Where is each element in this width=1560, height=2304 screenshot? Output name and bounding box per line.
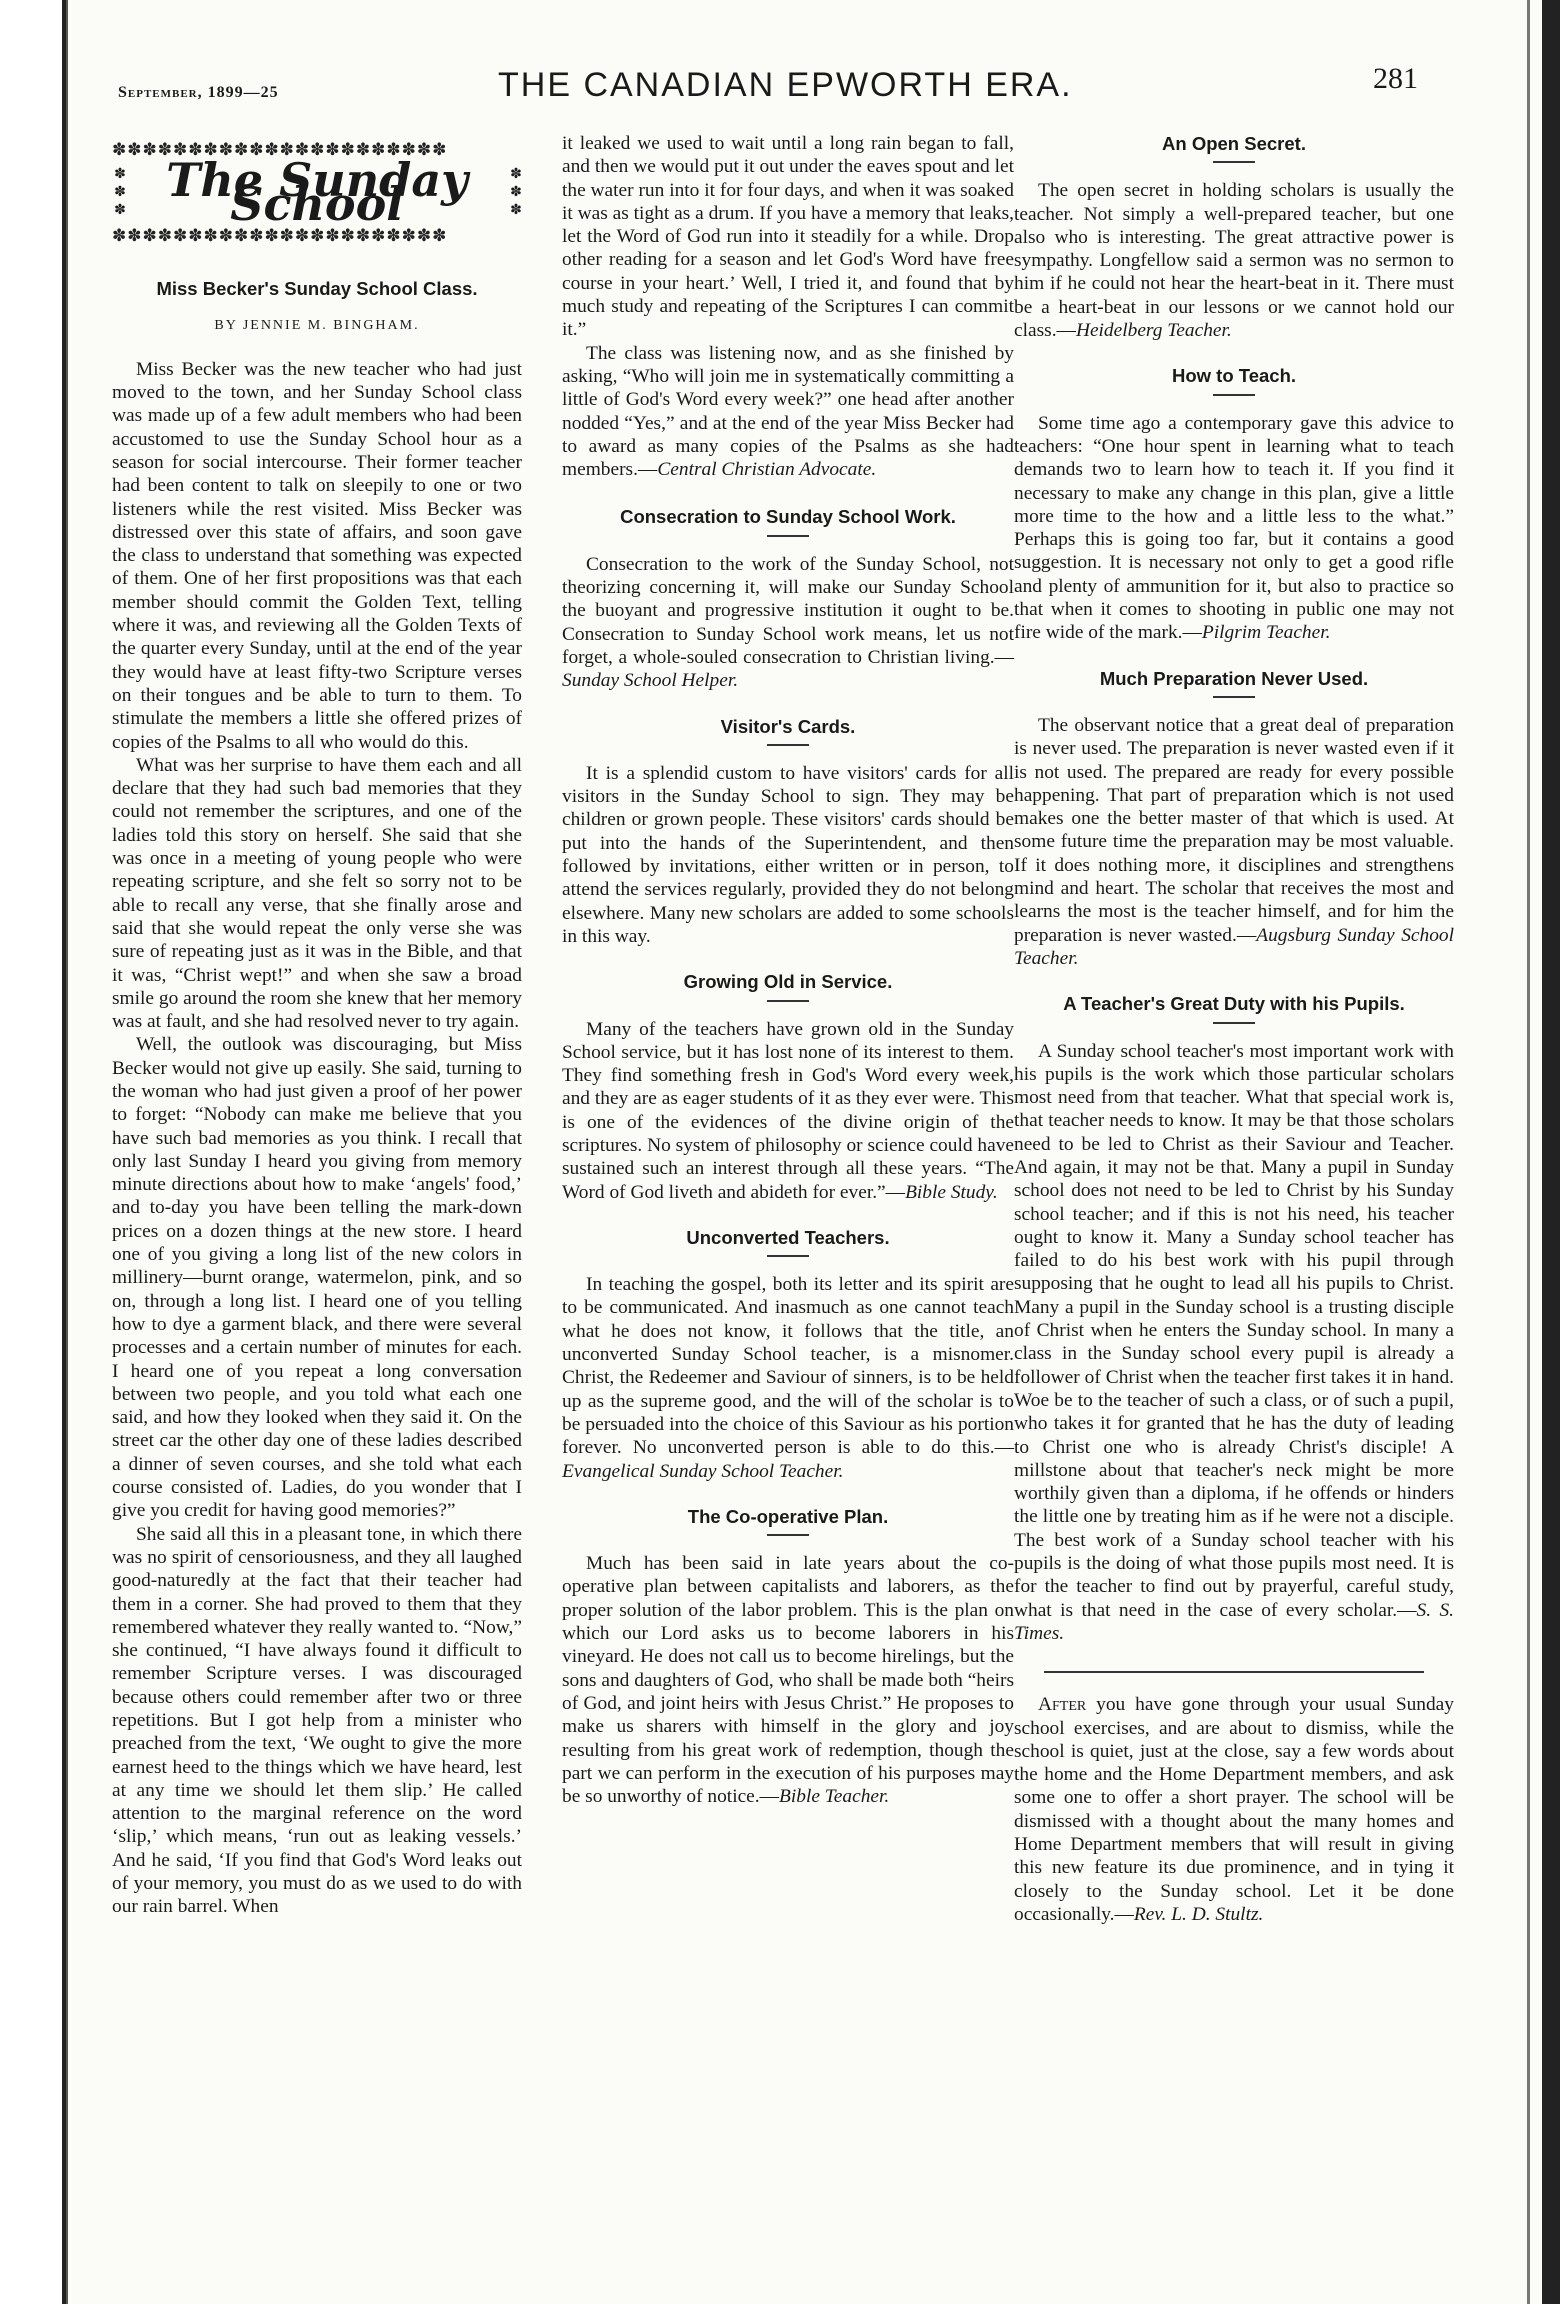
star-border-left: ✽✽✽ bbox=[112, 165, 127, 220]
paragraph bbox=[1014, 1693, 1454, 1926]
lead-in: After bbox=[1038, 1694, 1087, 1716]
article-heading: Visitor's Cards. bbox=[720, 715, 856, 737]
star-border-top: ✽✽✽✽✽✽✽✽✽✽✽✽✽✽✽✽✽✽✽✽✽✽ bbox=[112, 140, 448, 159]
article-heading: Growing Old in Service. bbox=[683, 971, 893, 993]
paragraph: it leaked we used to wait until a long rain began to fall, and then we would put it out under the eaves spout and let the water run into it for four days, and when it was soaked it was as tight as a drum. If you have a memory that leaks, let the Word of God run into it steadily for a while. Drop other reading for a season and let God's Word have free course in your heart.’ Well, I tried it, and found that by much study and repeating of the Scriptures I can commit it.” bbox=[562, 133, 1014, 341]
paragraph: She said all this in a pleasant tone, in which there was no spirit of censoriousness, and they all laughed good-naturedly at the fact that their teacher had them in a corner. She had proved to them that they remembered whatever they really wanted to. “Now,” she continued, “I have always found it difficult to remember Scripture verses. I was discouraged because others could remember after two or three repetitions. But I got help from a minister who preached from the text, ‘We ought to give the more earnest heed to the things which we have heard, lest at any time we should let them slip.’ He called attention to the marginal reference on the word ‘slip,’ which means, ‘run out as leaking vessels.’ And he said, ‘If you find that God's Word leaks out of your memory, you must do as we used to do with our rain barrel. When bbox=[112, 1523, 522, 1918]
byline: BY JENNIE M. BINGHAM. bbox=[214, 318, 420, 334]
periodical-title: THE CANADIAN EPWORTH ERA. bbox=[498, 66, 1073, 104]
page-number: 281 bbox=[1373, 62, 1418, 95]
paragraph: Well, the outlook was discouraging, but Miss Becker would not give up easily. She said, turning to the woman who had just given a proof of her power to forget: “Nobody can make me believe that you have such bad memories as you think. I recall that only last Sunday I heard you giving from memory minute directions about how to make ‘angels' food,’ and to-day you have been telling the mark-down prices on a dozen things at the new store. I heard one of you giving a long list of the new colors in millinery—burnt orange, watermelon, pink, and so on, through a long list. I heard one of you telling how to dye a garment black, and there were several processes and a certain number of minutes for each. I heard one of you repeat a long conversation between two people, and you told what each one said, and how they looked when they said it. On the street car the other day one of these ladies described a dinner of seven courses, and she told what each course consisted of. Ladies, do you wonder that I give you credit for having good memories?” bbox=[112, 1034, 522, 1522]
article-heading: Unconverted Teachers. bbox=[686, 1226, 890, 1248]
heading-rule bbox=[767, 1255, 809, 1257]
source-citation: Central Christian Advocate. bbox=[657, 459, 877, 481]
article-heading: Much Preparation Never Used. bbox=[1099, 667, 1369, 689]
heading-rule bbox=[767, 1534, 809, 1536]
paragraph: What was her surprise to have them each and all declare that they had such bad memories that they could not remember the scriptures, and one of the ladies told this story on herself. She said that she was once in a meeting of young people who were repeating scripture, and she felt so sorry not to be able to recall any verse, that she finally arose and said that she would repeat the only verse she was sure of repeating just as it was in the Bible, and that it was, “Christ wept!” and when she saw a broad smile go around the room she knew that her memory was at fault, and she had resolved never to try again. bbox=[112, 754, 522, 1033]
paragraph-text: A Sunday school teacher's most important work with his pupils is the work which those particular scholars most need from that teacher. What that special work is, that teacher needs to know. It may be that those scholars need to be led to Christ as their Saviour and Teacher. And again, it may not be that. Many a pupil in Sunday school does not need to be led to Christ by his Sunday school teacher; and if this is not his need, his teacher ought to know it. Many a Sunday school teacher has failed to do his best work with his pupil through supposing that he ought to lead all his pupils to Christ. Many a pupil in the Sunday school is a trusting disciple of Christ when he enters the Sunday school. In many a class in the Sunday school every pupil is already a follower of Christ when the teacher first takes it in hand. Woe be to the teacher of such a class, or of such a pupil, who takes it for granted that he has the duty of leading to Christ one who is already Christ's disciple! A millstone about that teacher's neck might be more worthily given than a diploma, if he offends or hinders the little one by treating him as if he were not a disciple. The best work of a Sunday school teacher with his pupils is the doing of what those pupils most need. It is for the teacher to find out by prayerful, careful study, what is that need in the case of every scholar.— bbox=[1014, 1040, 1454, 1621]
paragraph bbox=[1014, 412, 1454, 645]
paragraph-text: Much has been said in late years about the co-operative plan between capitalists and laborers, as the proper solution of the labor problem. This is the plan on which our Lord asks us to become laborers in his vineyard. He does not call us to become hirelings, but the sons and daughters of God, who shall be made both “heirs of God, and joint heirs with Jesus Christ.” He proposes to make us sharers with himself in the glory and joy resulting from his great work of redemption, though the part we can perform in the execution of his purposes may be so unworthy of notice.— bbox=[562, 1553, 1014, 1808]
column-1 bbox=[112, 132, 522, 1919]
paragraph-text: you have gone through your usual Sunday school exercises, and are about to dismiss, while the school is quiet, just at the close, say a few words about the home and the Home Department members, and ask some one to offer a short prayer. The school will be dismissed with a thought about the many homes and Home Department members that will result in giving this new feature its due prominence, and in tying it closely to the Sunday school. Let it be done occasionally.— bbox=[1014, 1694, 1454, 1925]
scan-binding-edge bbox=[0, 0, 66, 2304]
heading-rule bbox=[767, 1000, 809, 1002]
paragraph-text: The observant notice that a great deal of preparation is never used. The preparation is never wasted even if it is not used. The prepared are ready for every possible happening. That part of preparation which is not used makes one the better master of that which is used. At some future time the preparation may be most valuable. If it does nothing more, it disciplines and strengthens mind and heart. The scholar that receives the most and learns the most is the teacher himself, and for him the preparation is never wasted.— bbox=[1014, 714, 1454, 946]
heading-rule bbox=[767, 535, 809, 537]
section-banner bbox=[112, 132, 522, 255]
source-citation: S. S. Times. bbox=[1014, 1599, 1454, 1644]
article-heading: An Open Secret. bbox=[1162, 133, 1306, 154]
star-border-right: ✽✽✽ bbox=[508, 165, 523, 220]
heading-rule bbox=[1213, 394, 1255, 396]
section-divider bbox=[1044, 1671, 1424, 1673]
paragraph bbox=[562, 342, 1014, 482]
paragraph bbox=[562, 1552, 1014, 1808]
column-3 bbox=[1014, 132, 1454, 1926]
heading-rule bbox=[1213, 1022, 1255, 1024]
paragraph bbox=[1014, 714, 1454, 970]
source-citation: Bible Teacher. bbox=[779, 1786, 890, 1808]
paragraph-text: Many of the teachers have grown old in the Sunday School service, but it has lost none of its interest to them. They find something fresh in God's Word every week, and they are as eager students of it as they ever were. This is one of the evidences of the divine origin of the scriptures. No system of philosophy or science could have sustained such an interest through all these years. “The Word of God liveth and abideth for ever.”— bbox=[562, 1018, 1014, 1203]
article-heading: Miss Becker's Sunday School Class. bbox=[156, 278, 478, 300]
paragraph bbox=[562, 553, 1014, 693]
article-heading: A Teacher's Great Duty with his Pupils. bbox=[1063, 993, 1405, 1015]
paragraph-text: The open secret in holding scholars is usually the teacher. Not simply a well-prepared teacher, but one also who is interesting. The great attractive power is sympathy. Longfellow said a sermon was no sermon to him if he could not hear the heart-beat in it. There must be a heart-beat in our lessons or we cannot hold our class.— bbox=[1014, 180, 1454, 342]
scan-right-line bbox=[1527, 0, 1530, 2304]
star-border-bottom: ✽✽✽✽✽✽✽✽✽✽✽✽✽✽✽✽✽✽✽✽✽✽ bbox=[112, 225, 448, 245]
paragraph bbox=[1014, 1040, 1454, 1646]
heading-rule bbox=[767, 744, 809, 746]
page-header bbox=[118, 62, 1418, 112]
heading-rule bbox=[1213, 161, 1255, 163]
source-citation: Augsburg Sunday School Teacher. bbox=[1014, 924, 1454, 969]
paragraph: It is a splendid custom to have visitors' cards for all visitors in the Sunday School to sign. They may be children or grown people. These visitors' cards should be put into the hands of the Superintendent, and then followed by invitations, either written or in person, to attend the services regularly, provided they do not belong elsewhere. Many new scholars are added to some schools in this way. bbox=[562, 762, 1014, 947]
date-issue: September, 1899—25 bbox=[118, 84, 279, 101]
paragraph bbox=[562, 1273, 1014, 1483]
source-citation: Evangelical Sunday School Teacher. bbox=[562, 1460, 844, 1482]
paragraph-text: In teaching the gospel, both its letter and its spirit are to be communicated. And inasmuch as one cannot teach what he does not know, it follows that the title, an unconverted Sunday School teacher, is a misnomer. Christ, the Redeemer and Saviour of sinners, is to be held up as the supreme good, and the will of the scholar is to be persuaded into the choice of this Saviour as his portion forever. No unconverted person is able to do this.— bbox=[562, 1274, 1014, 1459]
paragraph bbox=[562, 1018, 1014, 1204]
scan-right-edge bbox=[1542, 0, 1560, 2304]
source-citation: Rev. L. D. Stultz. bbox=[1133, 1903, 1264, 1925]
article-heading: How to Teach. bbox=[1171, 365, 1297, 387]
paragraph bbox=[1014, 179, 1454, 342]
source-citation: Pilgrim Teacher. bbox=[1201, 622, 1331, 644]
source-citation: Heidelberg Teacher. bbox=[1075, 320, 1232, 342]
paragraph-text: The class was listening now, and as she finished by asking, “Who will join me in systematically committing a little of God's Word every week?” one head after another nodded “Yes,” and at the end of the year Miss Becker had to award as many copies of the Psalms as she had members.— bbox=[562, 342, 1014, 481]
paragraph: Miss Becker was the new teacher who had just moved to the town, and her Sunday School class was made up of a few adult members who had been accustomed to use the Sunday School hour as a season for social intercourse. Their former teacher had been content to talk on sleepily to one or two listeners while the rest visited. Miss Becker was distressed over this state of affairs, and soon gave the class to understand that something was expected of them. One of her first propositions was that each member should commit the Golden Text, telling where it was, and reviewing all the Golden Texts of the quarter every Sunday, until at the end of the year they would have at least fifty-two Scripture verses on their tongues and be able to turn to them. To stimulate the members a little she offered prizes of copies of the Psalms to all who would do this. bbox=[112, 358, 522, 753]
article-heading: The Co-operative Plan. bbox=[687, 1505, 889, 1527]
paragraph-text: Consecration to the work of the Sunday School, not theorizing concerning it, will make our Sunday School the buoyant and progressive institution it ought to be. Consecration to Sunday School work means, let us not forget, a whole-souled consecration to Christian living.— bbox=[562, 553, 1014, 668]
column-2 bbox=[562, 132, 1014, 1808]
paragraph-text: Some time ago a contemporary gave this advice to teachers: “One hour spent in learning what to teach demands two to learn how to teach it. If you find it necessary to make any change in this plan, give a little more time to the how and a little less to the what.” Perhaps this is going too far, but it contains a good suggestion. It is necessary not only to get a good rifle and plenty of ammunition for it, but also to practice so that when it comes to shooting in public one may not fire wide of the mark.— bbox=[1014, 412, 1454, 644]
source-citation: Sunday School Helper. bbox=[562, 670, 739, 692]
heading-rule bbox=[1213, 696, 1255, 698]
article-heading: Consecration to Sunday School Work. bbox=[620, 506, 956, 528]
section-title: The Sunday School bbox=[166, 153, 468, 231]
source-citation: Bible Study. bbox=[905, 1181, 998, 1203]
